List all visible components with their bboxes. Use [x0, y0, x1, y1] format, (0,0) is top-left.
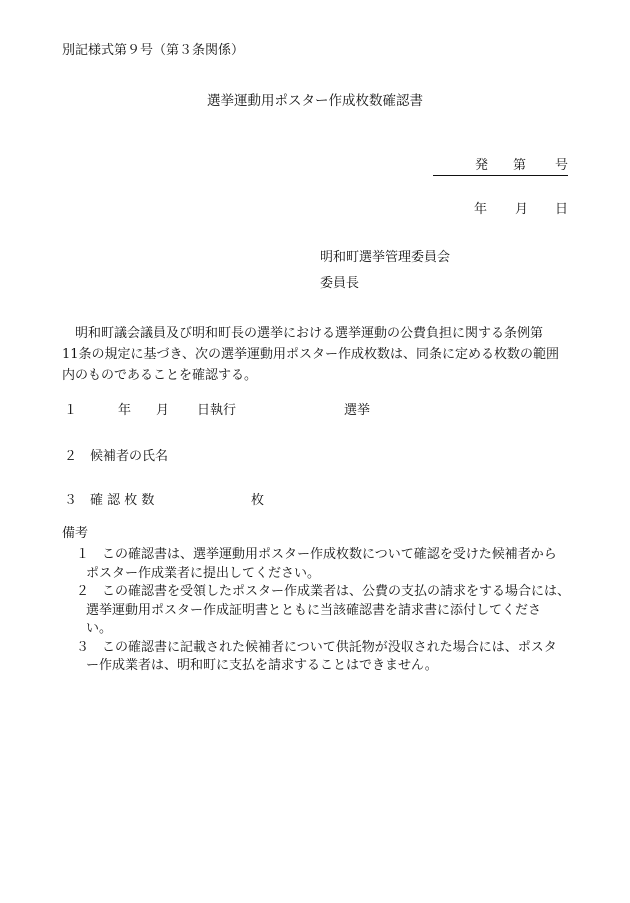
remark-line: この確認書は、選挙運動用ポスター作成枚数について確認を受けた候補者から: [102, 547, 557, 562]
body-paragraph: [62, 323, 582, 386]
remark-number: １: [76, 547, 90, 562]
remark-number: ３: [76, 639, 90, 655]
remark-line: ー作成業者は、明和町に支払を請求することはできません。: [86, 658, 438, 673]
remark-line: この確認書を受領したポスター作成業者は、公費の支払の請求をする場合には、: [102, 584, 571, 599]
confirmed-count-label: 確 認 枚 数: [90, 493, 155, 508]
count-unit: 枚: [251, 493, 265, 508]
document-title: 選挙運動用ポスター作成枚数確認書: [207, 93, 423, 109]
date-month: 月: [515, 202, 529, 217]
issue-dai: 第: [513, 158, 527, 173]
remark-item: [76, 583, 592, 639]
chair-title: 委員長: [320, 276, 360, 291]
remark-line: 選挙運動用ポスター作成証明書とともに当該確認書を請求書に添付してくださ: [86, 602, 542, 618]
issue-number-line: [433, 159, 568, 176]
body-line: 11条の規定に基づき、次の選挙運動用ポスター作成枚数は、同条に定める枚数の範囲: [62, 347, 560, 362]
body-line: 内のものであることを確認する。: [62, 368, 258, 383]
election-month: 月: [156, 403, 170, 418]
election-year: 年: [118, 403, 132, 418]
candidate-name-label: 候補者の氏名: [90, 449, 169, 464]
remarks-heading: 備考: [62, 526, 89, 541]
body-line: 明和町議会議員及び明和町長の選挙における選挙運動の公費負担に関する条例第: [75, 326, 544, 341]
remark-line: この確認書に記載された候補者について供託物が没収された場合には、ポスタ: [102, 639, 557, 655]
item-number: ３: [64, 493, 78, 508]
issue-go: 号: [555, 158, 569, 173]
item-number: １: [64, 403, 78, 418]
election-day-exec: 日執行: [197, 403, 237, 418]
remark-number: ２: [76, 584, 90, 599]
issue-hatsu: 発: [475, 158, 489, 173]
date-year: 年: [474, 202, 488, 217]
remark-line: い。: [86, 621, 113, 636]
form-number: 別記様式第９号（第３条関係）: [62, 43, 245, 58]
date-day: 日: [555, 202, 569, 217]
remark-line: ポスター作成業者に提出してください。: [86, 565, 321, 581]
committee-name: 明和町選挙管理委員会: [320, 250, 451, 265]
remark-item: [76, 639, 592, 676]
item-number: ２: [64, 449, 78, 464]
remarks: [62, 527, 592, 676]
remark-item: [76, 546, 592, 583]
election-type: 選挙: [344, 403, 371, 418]
